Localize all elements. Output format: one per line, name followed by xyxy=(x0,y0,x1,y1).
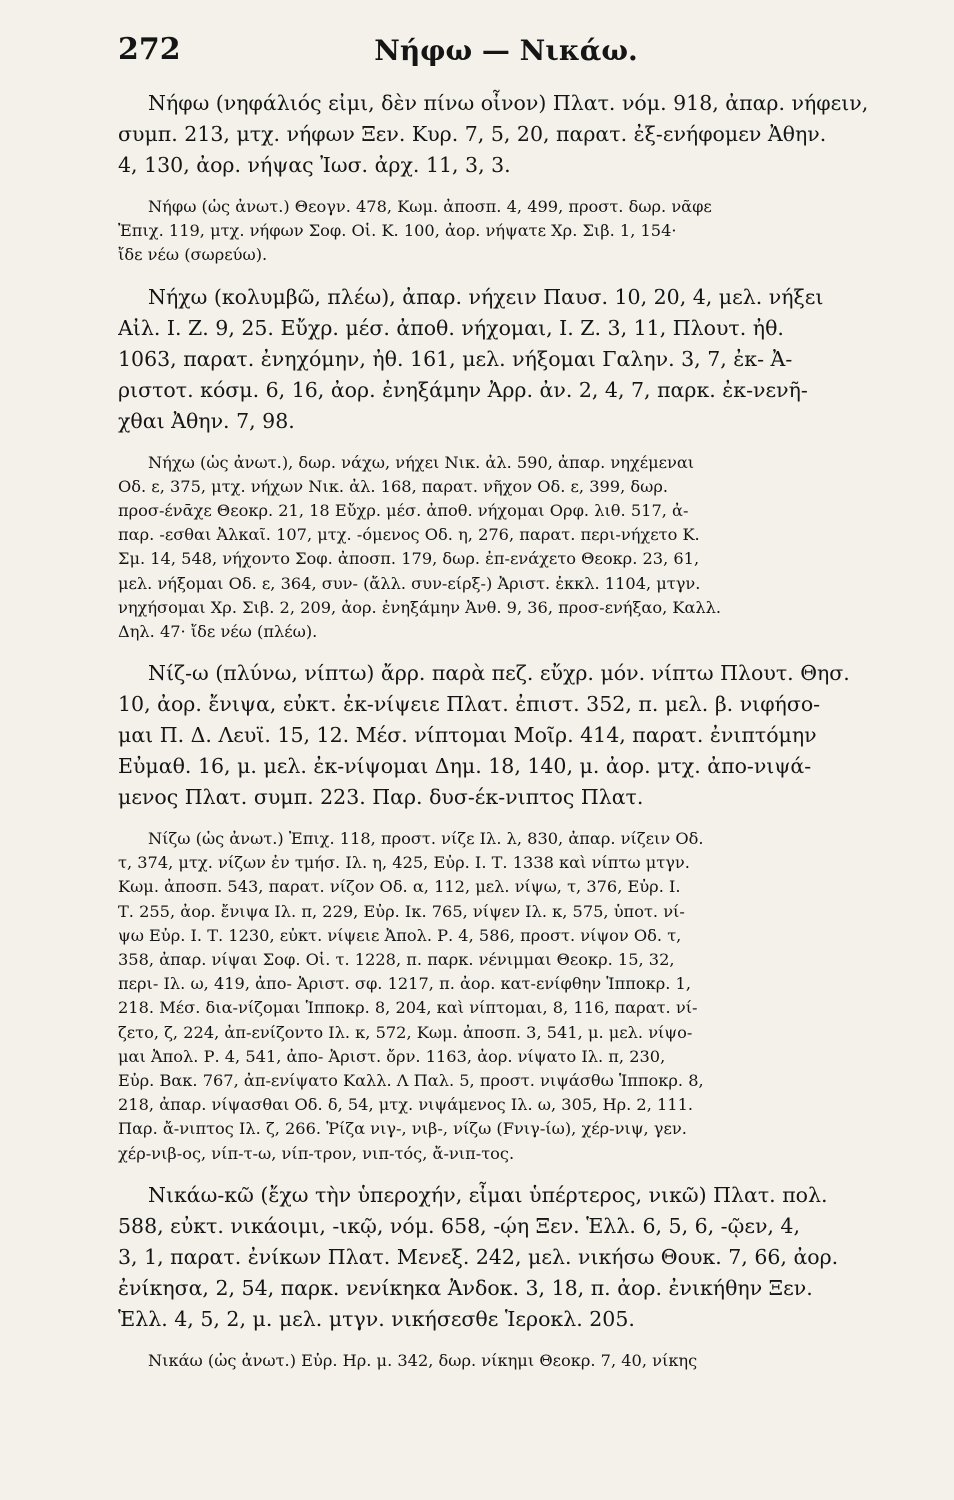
sub-entry xyxy=(118,827,894,1166)
entry-line: Νίζ-ω (πλύνω, νίπτω) ἄρρ. παρὰ πεζ. εὔχρ. μόν. νίπτω Πλουτ. Θησ. xyxy=(148,661,850,686)
entry-line: 588, εὐκτ. νικάοιμι, -ικῷ, νόμ. 658, -ῴη Ξεν. Ἑλλ. 6, 5, 6, -ῷεν, 4, xyxy=(118,1213,800,1238)
entry-line: παρ. -εσθαι Ἀλκαῖ. 107, μτχ. -όμενος Οδ. η, 276, παρατ. περι-νήχετο Κ. xyxy=(118,525,700,545)
entry-line: Νήχω (ὡς ἀνωτ.), δωρ. νάχω, νήχει Νικ. ἀλ. 590, ἀπαρ. νηχέμεναι xyxy=(148,452,695,472)
entry-line: ριστοτ. κόσμ. 6, 16, ἀορ. ἐνηξάμην Ἀρρ. ἀν. 2, 4, 7, παρκ. ἐκ-νενῆ- xyxy=(118,377,808,402)
entry-line: περι- Ιλ. ω, 419, ἀπο- Ἀριστ. σφ. 1217, π. ἀορ. κατ-ενίφθην Ἱπποκρ. 1, xyxy=(118,974,691,994)
entry-line: 10, ἀορ. ἔνιψα, εὐκτ. ἐκ-νίψειε Πλατ. ἐπιστ. 352, π. μελ. β. νιφήσο- xyxy=(118,692,821,717)
entry-line: Αἰλ. Ι. Ζ. 9, 25. Εὔχρ. μέσ. ἀποθ. νήχομαι, Ι. Ζ. 3, 11, Πλουτ. ἠθ. xyxy=(118,315,784,340)
entry-line: ζετο, ζ, 224, ἀπ-ενίζοντο Ιλ. κ, 572, Κωμ. ἀποσπ. 3, 541, μ. μελ. νίψο- xyxy=(118,1022,693,1042)
entry-line: Δηλ. 47· ἴδε νέω (πλέω). xyxy=(118,621,318,641)
entry-line: Παρ. ἄ-νιπτος Ιλ. ζ, 266. Ῥίζα νιγ-, νιβ-, νίζω (Fνιγ-ίω), χέρ-νιψ, γεν. xyxy=(118,1119,687,1139)
entry-line: Νικάω (ὡς ἀνωτ.) Εὐρ. Ηρ. μ. 342, δωρ. νίκημι Θεοκρ. 7, 40, νίκης xyxy=(148,1350,698,1370)
entry-line: ἴδε νέω (σωρεύω). xyxy=(118,245,268,265)
entry-line: 1063, παρατ. ἐνηχόμην, ἠθ. 161, μελ. νήξομαι Γαλην. 3, 7, ἐκ- Ἀ- xyxy=(118,346,793,371)
entry-line: Εὐρ. Βακ. 767, ἀπ-ενίψατο Καλλ. Λ Παλ. 5, προστ. νιψάσθω Ἱπποκρ. 8, xyxy=(118,1070,704,1090)
main-entry xyxy=(118,658,894,813)
entry-line: 218. Μέσ. δια-νίζομαι Ἱπποκρ. 8, 204, καὶ νίπτομαι, 8, 116, παρατ. νί- xyxy=(118,998,698,1018)
entry-line: Νίζω (ὡς ἀνωτ.) Ἐπιχ. 118, προστ. νίζε Ιλ. λ, 830, ἀπαρ. νίζειν Οδ. xyxy=(148,829,704,849)
entry-line: χέρ-νιβ-ος, νίπ-τ-ω, νίπ-τρον, νιπ-τός, ἄ-νιπ-τος. xyxy=(118,1143,515,1163)
entry-line: Σμ. 14, 548, νήχοντο Σοφ. ἀποσπ. 179, δωρ. ἐπ-ενάχετο Θεοκρ. 23, 61, xyxy=(118,549,700,569)
sub-entry xyxy=(118,195,894,268)
running-head: Νήφω — Νικάω. xyxy=(374,34,638,67)
entry-line: Κωμ. ἀποσπ. 543, παρατ. νίζον Οδ. α, 112, μελ. νίψω, τ, 376, Εὐρ. Ι. xyxy=(118,877,681,897)
entry-line: Νήφω (νηφάλιός εἰμι, δὲν πίνω οἶνον) Πλατ. νόμ. 918, ἀπαρ. νήφειν, xyxy=(148,91,869,115)
entry-line: μαι Π. Δ. Λευϊ. 15, 12. Μέσ. νίπτομαι Μοῖρ. 414, παρατ. ἐνιπτόμην xyxy=(118,723,817,748)
page-number: 272 xyxy=(118,32,181,67)
entry-line: ψω Εὐρ. Ι. Τ. 1230, εὐκτ. νίψειε Ἀπολ. Ρ. 4, 586, προστ. νίψον Οδ. τ, xyxy=(118,925,682,945)
entry-line: μενος Πλατ. συμπ. 223. Παρ. δυσ-έκ-νιπτος Πλατ. xyxy=(118,785,644,810)
entry-line: νηχήσομαι Χρ. Σιβ. 2, 209, ἀορ. ἐνηξάμην Ἀνθ. 9, 36, προσ-ενήξαο, Καλλ. xyxy=(118,597,722,617)
entry-line: 358, ἀπαρ. νίψαι Σοφ. Οἱ. τ. 1228, π. παρκ. νένιμμαι Θεοκρ. 15, 32, xyxy=(118,950,675,969)
main-entry xyxy=(118,282,894,437)
entry-line: Νικάω-κῶ (ἔχω τὴν ὑπεροχήν, εἶμαι ὑπέρτερος, νικῶ) Πλατ. πολ. xyxy=(148,1182,828,1207)
entry-line: Οδ. ε, 375, μτχ. νήχων Νικ. ἀλ. 168, παρατ. νῆχον Οδ. ε, 399, δωρ. xyxy=(118,476,668,496)
entry-line: συμπ. 213, μτχ. νήφων Ξεν. Κυρ. 7, 5, 20, παρατ. ἐξ-ενήφομεν Ἀθην. xyxy=(118,122,827,146)
sub-entry xyxy=(118,1349,894,1373)
page-header xyxy=(118,22,894,66)
entries-container xyxy=(118,88,894,1373)
entry-line: 3, 1, παρατ. ἐνίκων Πλατ. Μενεξ. 242, μελ. νικήσω Θουκ. 7, 66, ἀορ. xyxy=(118,1244,839,1269)
entry-line: Εὐμαθ. 16, μ. μελ. ἐκ-νίψομαι Δημ. 18, 140, μ. ἀορ. μτχ. ἀπο-νιψά- xyxy=(118,754,812,779)
entry-line: 4, 130, ἀορ. νήψας Ἰωσ. ἀρχ. 11, 3, 3. xyxy=(118,153,511,177)
entry-line: μελ. νήξομαι Οδ. ε, 364, συν- (ἄλλ. συν-είρξ-) Ἀριστ. ἐκκλ. 1104, μτγν. xyxy=(118,573,701,593)
entry-line: Νήχω (κολυμβῶ, πλέω), ἀπαρ. νήχειν Παυσ. 10, 20, 4, μελ. νήξει xyxy=(148,284,824,309)
entry-line: 218, ἀπαρ. νίψασθαι Οδ. δ, 54, μτχ. νιψάμενος Ιλ. ω, 305, Ηρ. 2, 111. xyxy=(118,1095,694,1115)
entry-line: προσ-ένᾱχε Θεοκρ. 21, 18 Εὔχρ. μέσ. ἀποθ. νήχομαι Ορφ. λιθ. 517, ἀ- xyxy=(118,500,689,520)
main-entry xyxy=(118,1180,894,1335)
entry-line: μαι Ἀπολ. Ρ. 4, 541, ἀπο- Ἀριστ. ὄρν. 1163, ἀορ. νίψατο Ιλ. π, 230, xyxy=(118,1046,666,1066)
entry-line: χθαι Ἀθην. 7, 98. xyxy=(118,408,295,433)
entry-line: Τ. 255, ἀορ. ἔνιψα Ιλ. π, 229, Εὐρ. Ικ. 765, νίψεν Ιλ. κ, 575, ὑποτ. νί- xyxy=(118,901,685,921)
entry-line: Ἑλλ. 4, 5, 2, μ. μελ. μτγν. νικήσεσθε Ἱεροκλ. 205. xyxy=(118,1306,635,1331)
entry-line: τ, 374, μτχ. νίζων ἐν τμήσ. Ιλ. η, 425, Εὐρ. Ι. Τ. 1338 καὶ νίπτω μτγν. xyxy=(118,853,690,873)
main-entry xyxy=(118,88,894,181)
sub-entry xyxy=(118,451,894,645)
entry-line: Νήφω (ὡς ἀνωτ.) Θεογν. 478, Κωμ. ἀποσπ. 4, 499, προστ. δωρ. νᾶφε xyxy=(148,197,712,216)
entry-line: ἐνίκησα, 2, 54, παρκ. νενίκηκα Ἀνδοκ. 3, 18, π. ἀορ. ἐνικήθην Ξεν. xyxy=(118,1275,813,1300)
entry-line: Ἐπιχ. 119, μτχ. νήφων Σοφ. Οἱ. Κ. 100, ἀορ. νήψατε Χρ. Σιβ. 1, 154· xyxy=(118,221,677,241)
